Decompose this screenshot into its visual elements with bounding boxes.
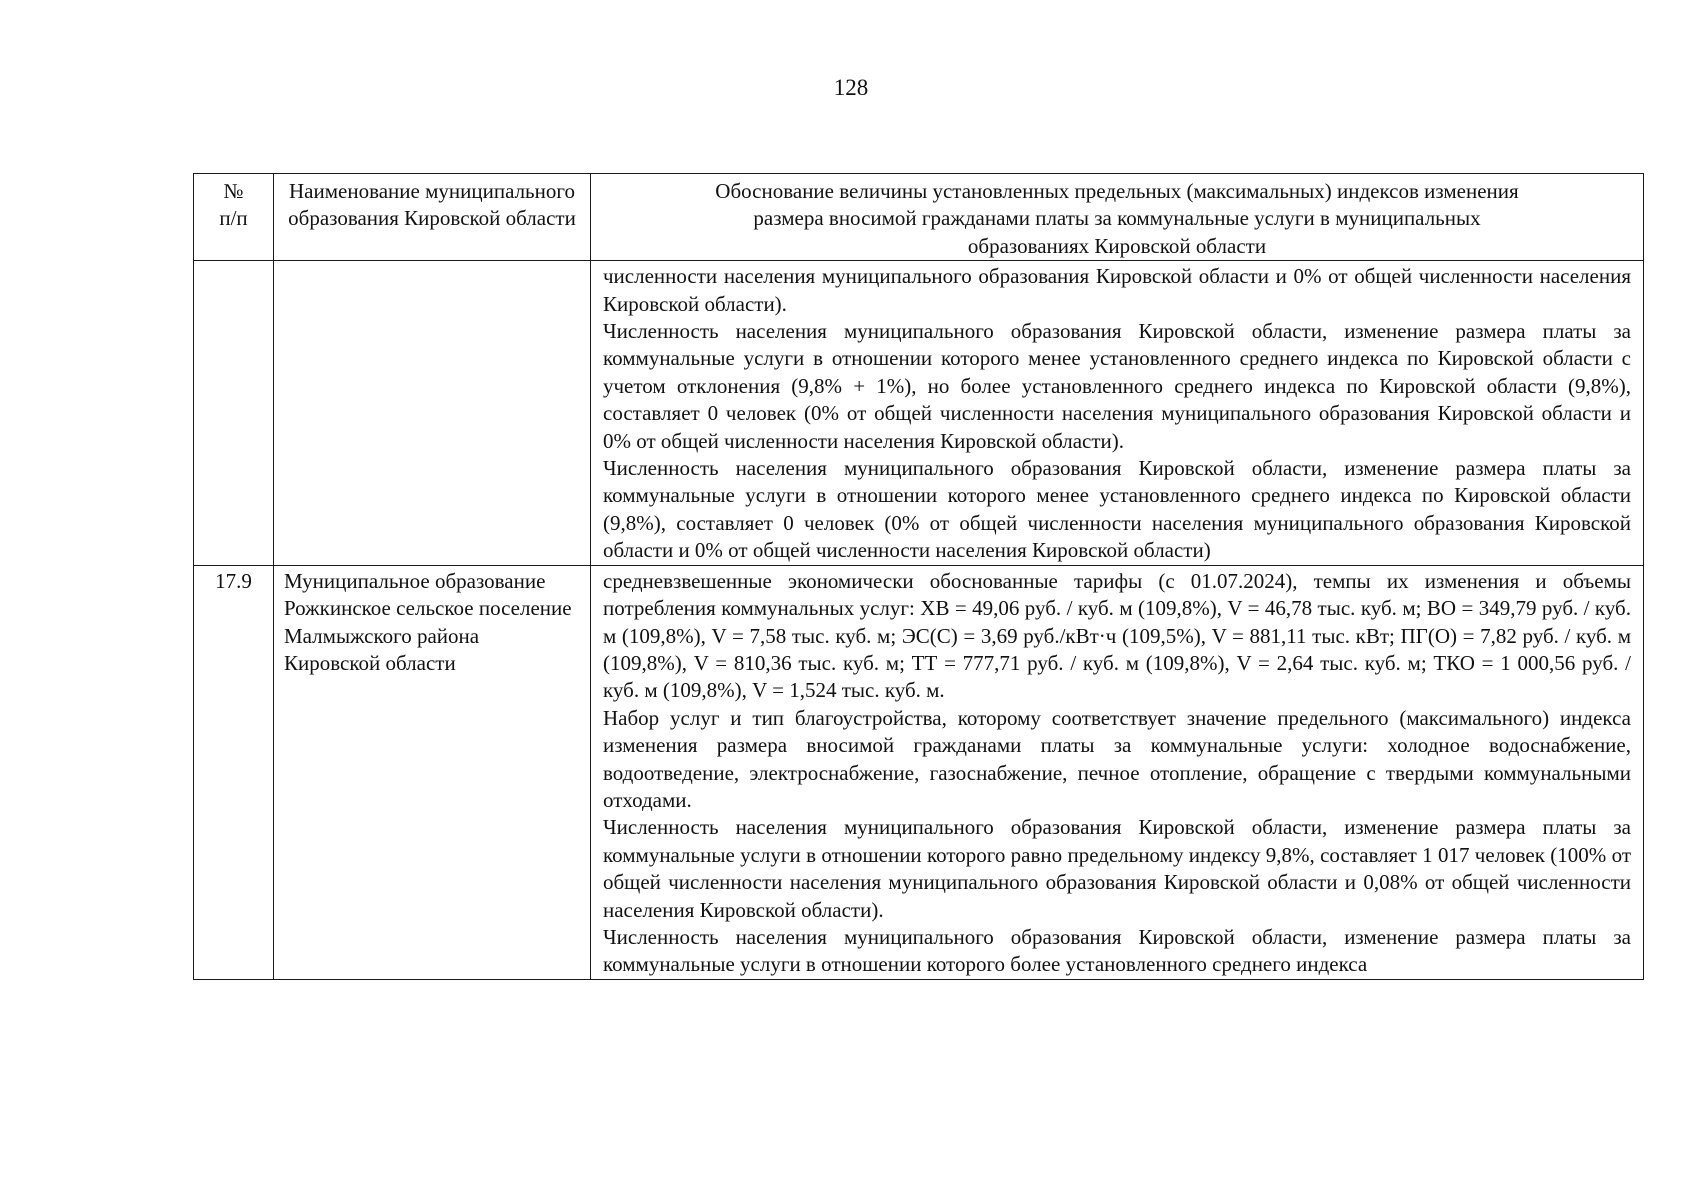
justification-paragraph: Численность населения муниципального образования Кировской области, изменение размера платы за коммунальные услуги в отношении которого менее установленного среднего индекса по Кировской области с учетом отклонения (9,8% + 1%), но более установленного среднего индекса по Кировской области (9,8%), составляет 0 человек (0% от общей численности населения муниципального образования Кировской области и 0% от общей численности населения Кировской области).: [603, 319, 1631, 453]
header-num: [194, 174, 274, 261]
justification-paragraph: Набор услуг и тип благоустройства, которому соответствует значение предельного (максимального) индекса изменения размера вносимой гражданами платы за коммунальные услуги: холодное водоснабжение, водоотведение, электроснабжение, газоснабжение, печное отопление, обращение с твердыми коммунальными отходами.: [603, 705, 1631, 812]
page-number: 128: [833, 75, 869, 100]
header-justification-label: Обоснование величины установленных предельных (максимальных) индексов изменения размера вносимой гражданами платы за коммунальные услуги в муниципальных образованиях Кировской области: [715, 179, 1519, 258]
justification-paragraph: Численность населения муниципального образования Кировской области, изменение размера платы за коммунальные услуги в отношении которого более установленного среднего индекса: [603, 924, 1631, 977]
justification-paragraph: Численность населения муниципального образования Кировской области, изменение размера платы за коммунальные услуги в отношении которого равно предельному индексу 9,8%, составляет 1 017 человек (100% от общей численности населения муниципального образования Кировской области и 0,08% от общей численности населения Кировской области).: [603, 815, 1631, 922]
justification-paragraph: средневзвешенные экономически обоснованные тарифы (с 01.07.2024), темпы их изменения и объемы потребления коммунальных услуг: ХВ = 49,06 руб. / куб. м (109,8%), V = 46,78 тыс. куб. м; ВО = 349,79 руб. / куб. м (109,8%), V = 7,58 тыс. куб. м; ЭС(С) = 3,69 руб./кВт·ч (109,5%), V = 881,11 тыс. кВт; ПГ(О) = 7,82 руб. / куб. м (109,8%), V = 810,36 тыс. куб. м; ТТ = 777,71 руб. / куб. м (109,8%), V = 2,64 тыс. куб. м; ТКО = 1 000,56 руб. / куб. м (109,8%), V = 1,524 тыс. куб. м.: [603, 568, 1631, 703]
table-row: [194, 261, 1644, 565]
row-justification-cell: [591, 565, 1644, 979]
table-header-row: [194, 174, 1644, 261]
row-justification-cell: [591, 261, 1644, 565]
header-justification: [591, 174, 1644, 261]
justification-paragraph: численности населения муниципального образования Кировской области и 0% от общей численности населения Кировской области).: [603, 264, 1631, 316]
justification-paragraph: Численность населения муниципального образования Кировской области, изменение размера платы за коммунальные услуги в отношении которого менее установленного среднего индекса по Кировской области (9,8%), составляет 0 человек (0% от общей численности населения муниципального образования Кировской области и 0% от общей численности населения Кировской области): [603, 456, 1631, 563]
row-num-cell: 17.9: [194, 565, 274, 979]
table-row: [194, 565, 1644, 979]
header-name-label: Наименование муниципального образования Кировской области: [288, 179, 576, 231]
row-name-cell: Муниципальное образование Рожкинское сельское поселение Малмыжского района Кировской области: [274, 565, 591, 979]
row-num-cell: [194, 261, 274, 565]
header-num-label: № п/п: [219, 179, 248, 231]
row-name-cell: [274, 261, 591, 565]
header-name: [274, 174, 591, 261]
justification-table: [193, 173, 1644, 980]
